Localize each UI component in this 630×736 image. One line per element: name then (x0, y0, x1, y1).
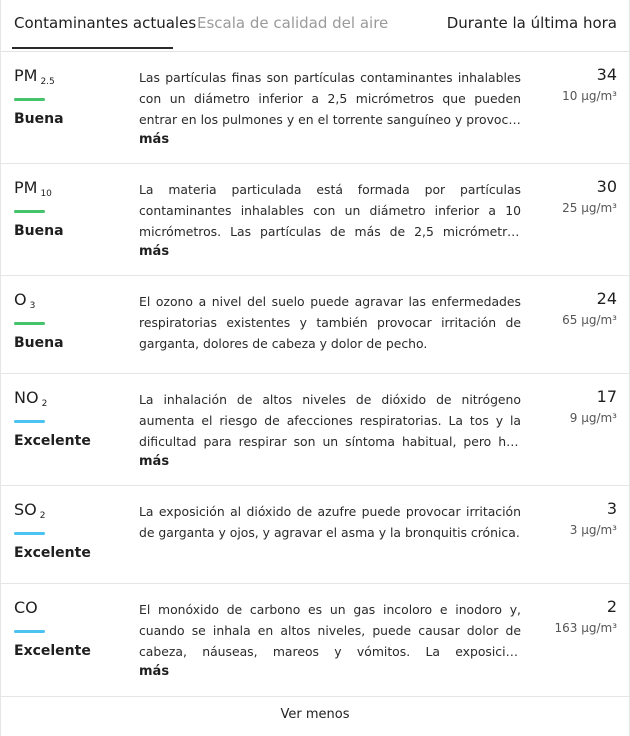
level-label: Buena (14, 223, 64, 239)
pollutant-name: CO (14, 598, 38, 617)
pollutant-description: Las partículas finas son partículas contaminantes inhalables con un diámetro inferior a 2,5 micrómetros que pueden entrar en los pulmones y en el torrente sanguíneo y provocar (139, 70, 521, 127)
level-label: Excelente (14, 433, 91, 449)
pollutant-name: O $_3$ (14, 290, 36, 311)
level-color-bar (14, 630, 45, 633)
pollutant-index: 34 (596, 65, 617, 84)
pollutant-description: La materia particulada está formada por partículas contaminantes inhalables con un diámetro inferior a 10 micrómetros. Las partículas de más de 2,5 micrómetros (139, 182, 521, 239)
pollutant-row-no2 (1, 374, 629, 486)
level-color-bar (14, 322, 45, 325)
pollutant-description: El monóxido de carbono es un gas incoloro e inodoro y, cuando se inhala en altos niveles, puede causar dolor de cabeza, náuseas, mareos y vómitos. La exposición (139, 602, 521, 659)
pollutant-row-co (1, 584, 629, 697)
pollutant-name: PM $_{2.5}$ (14, 66, 55, 87)
time-period-label: Durante la última hora (446, 14, 617, 32)
pollutant-name: NO $_2$ (14, 388, 48, 409)
see-less-button[interactable]: Ver menos (280, 707, 350, 722)
level-label: Buena (14, 335, 64, 351)
pollutant-concentration: 9 µg/m³ (569, 411, 617, 425)
pollutant-row-pm10 (1, 164, 629, 276)
level-label: Excelente (14, 545, 91, 561)
pollutant-description: El ozono a nivel del suelo puede agravar las enfermedades respiratorias existentes y también provocar irritación de garganta, dolores de cabeza y dolor de pecho. (139, 294, 521, 351)
more-link[interactable]: más (139, 132, 170, 147)
pollutant-index: 30 (596, 177, 617, 196)
pollutant-concentration: 65 µg/m³ (562, 313, 617, 327)
active-tab-indicator (12, 47, 173, 49)
tab-current-pollutants[interactable]: Contaminantes actuales (14, 14, 197, 32)
level-color-bar (14, 210, 45, 213)
pollutant-concentration: 10 µg/m³ (562, 89, 617, 103)
pollutant-name: PM $_{10}$ (14, 178, 52, 199)
pollutant-concentration: 163 µg/m³ (554, 621, 617, 635)
level-label: Buena (14, 111, 64, 127)
pollutant-row-o3 (1, 276, 629, 374)
level-color-bar (14, 532, 45, 535)
pollutant-index: 3 (606, 499, 617, 518)
level-label: Excelente (14, 643, 91, 659)
pollutant-index: 2 (606, 597, 617, 616)
tab-air-quality-scale[interactable]: Escala de calidad del aire (197, 14, 389, 32)
tab-bar (1, 0, 629, 52)
pollutant-row-so2 (1, 486, 629, 584)
pollutant-index: 24 (596, 289, 617, 308)
pollutant-description: La exposición al dióxido de azufre puede provocar irritación de garganta y ojos, y agravar el asma y la bronquitis crónica. (139, 504, 521, 540)
pollutant-row-pm25 (1, 52, 629, 164)
pollutant-description: La inhalación de altos niveles de dióxido de nitrógeno aumenta el riesgo de afecciones respiratorias. La tos y la dificultad para respirar son un síntoma habitual, pero hay (139, 392, 521, 449)
more-link[interactable]: más (139, 454, 170, 469)
pollutant-concentration: 25 µg/m³ (562, 201, 617, 215)
pollutant-index: 17 (596, 387, 617, 406)
level-color-bar (14, 420, 45, 423)
pollutant-concentration: 3 µg/m³ (569, 523, 617, 537)
level-color-bar (14, 98, 45, 101)
more-link[interactable]: más (139, 244, 170, 259)
footer (1, 697, 629, 736)
more-link[interactable]: más (139, 664, 170, 679)
pollutant-name: SO $_2$ (14, 500, 46, 521)
